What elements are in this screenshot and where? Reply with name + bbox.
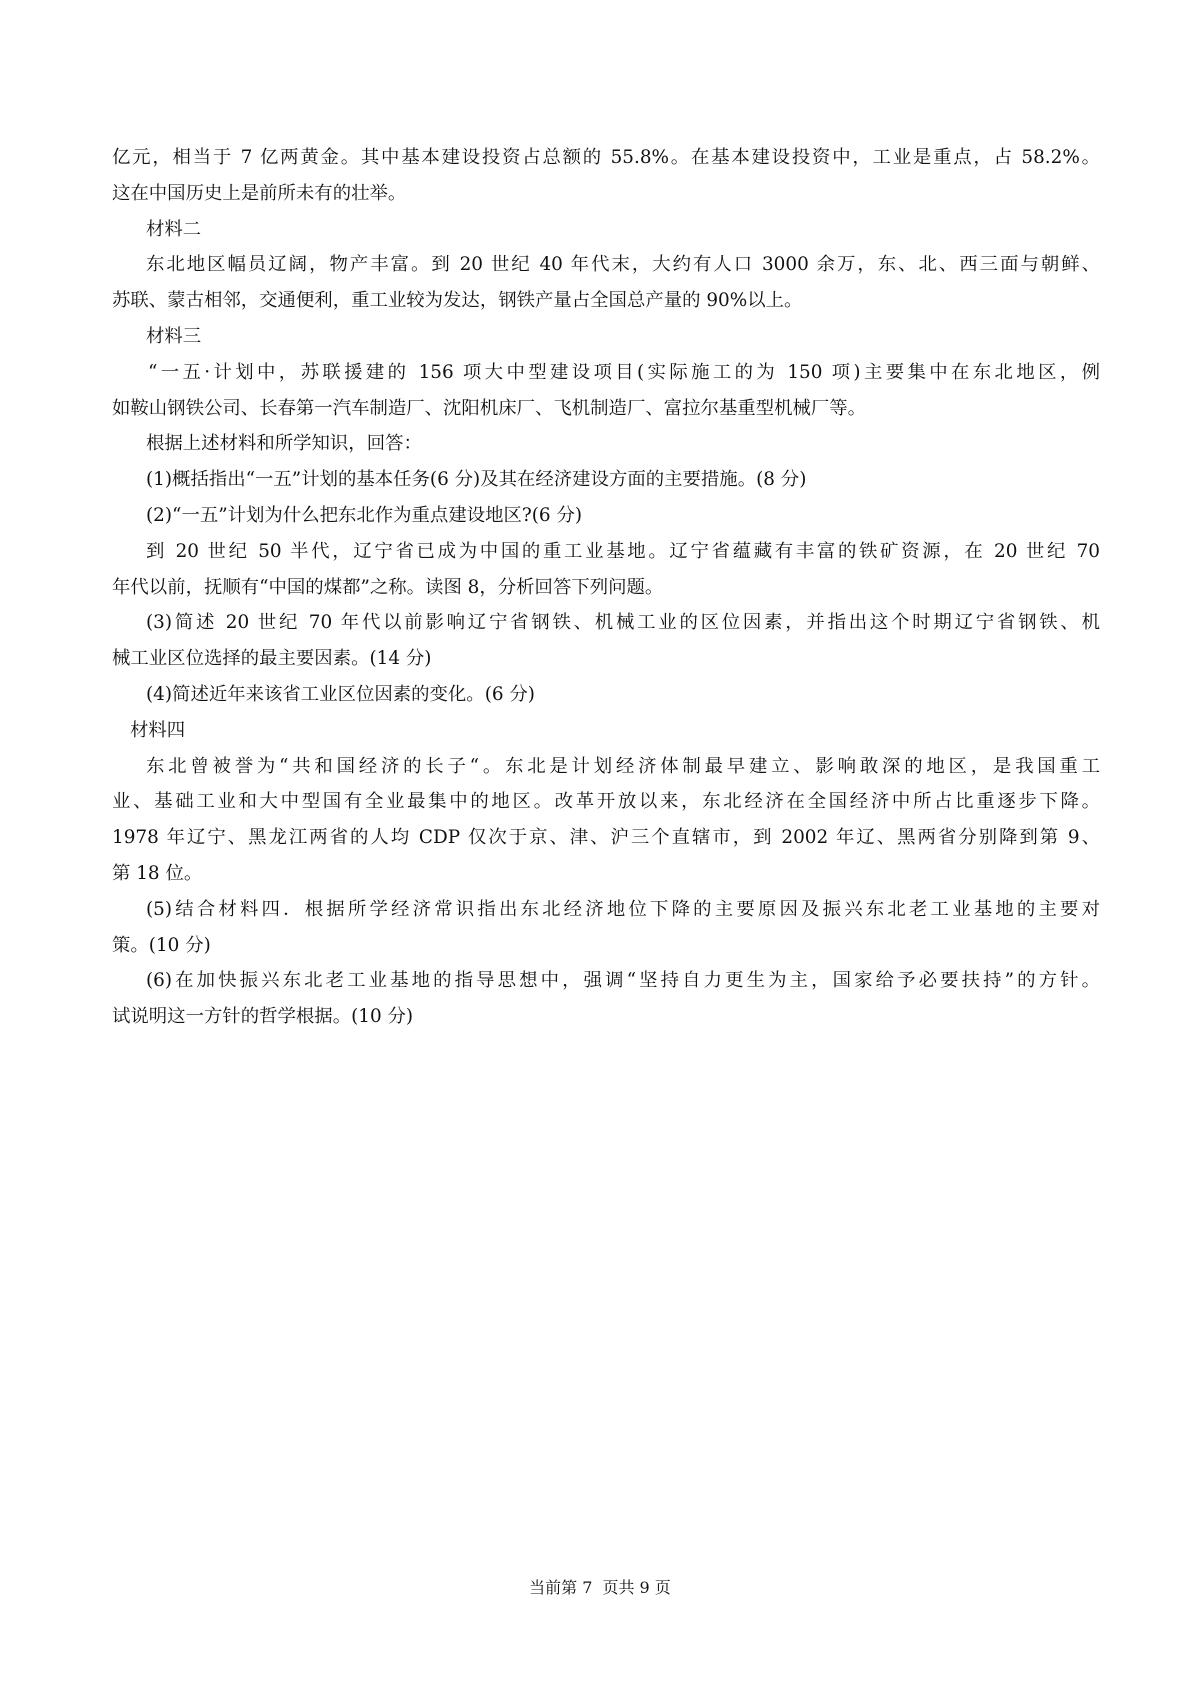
paragraph-line: “一五·计划中，苏联援建的 156 项大中型建设项目(实际施工的为 150 项)主要集中在东北地区，例 bbox=[148, 361, 1100, 383]
current-page-label: 当前第 7 bbox=[529, 1578, 593, 1597]
question-6-continued: 试说明这一方针的哲学根据。(10 分) bbox=[112, 1006, 414, 1028]
paragraph-line: 东北曾被誉为“共和国经济的长子“。东北是计划经济体制最早建立、影响敢深的地区，是我国重工 bbox=[146, 755, 1100, 777]
paragraph-line: 第 18 位。 bbox=[112, 862, 203, 884]
paragraph-line: 苏联、蒙古相邻，交通便利，重工业较为发达，钢铁产量占全国总产量的 90%以上。 bbox=[112, 290, 803, 312]
page-footer bbox=[0, 1576, 1200, 1600]
instruction-line: 根据上述材料和所学知识，回答： bbox=[146, 433, 422, 455]
question-5: (5)结合材料四．根据所学经济常识指出东北经济地位下降的主要原因及振兴东北老工业基地的主要对 bbox=[146, 898, 1100, 920]
question-6: (6)在加快振兴东北老工业基地的指导思想中，强调“坚持自力更生为主，国家给予必要扶持”的方针。 bbox=[146, 970, 1100, 992]
question-3-continued: 械工业区位选择的最主要因素。(14 分) bbox=[112, 648, 432, 670]
section-heading-material-2: 材料二 bbox=[146, 218, 202, 240]
question-1: (1)概括指出“一五”计划的基本任务(6 分)及其在经济建设方面的主要措施。(8 分) bbox=[146, 469, 807, 491]
total-pages-label: 页共 9 页 bbox=[602, 1578, 671, 1597]
section-heading-material-3: 材料三 bbox=[146, 325, 202, 347]
paragraph-line: 到 20 世纪 50 半代，辽宁省已成为中国的重工业基地。辽宁省蕴藏有丰富的铁矿资源，在 20 世纪 70 bbox=[146, 540, 1100, 562]
paragraph-line: 1978 年辽宁、黑龙江两省的人均 CDP 仅次于京、津、沪三个直辖市，到 2002 年辽、黑两省分别降到第 9、 bbox=[112, 827, 1100, 849]
question-4: (4)简述近年来该省工业区位因素的变化。(6 分) bbox=[146, 683, 535, 705]
question-2: (2)“一五”计划为什么把东北作为重点建设地区?(6 分) bbox=[146, 504, 583, 526]
paragraph-line: 如鞍山钢铁公司、长春第一汽车制造厂、沈阳机床厂、飞机制造厂、富拉尔基重型机械厂等。 bbox=[112, 397, 867, 419]
document-body bbox=[112, 140, 1100, 1035]
question-5-continued: 策。(10 分) bbox=[112, 934, 211, 956]
paragraph-line: 业、基础工业和大中型国有全业最集中的地区。改革开放以来，东北经济在全国经济中所占比重逐步下降。 bbox=[112, 791, 1100, 813]
section-heading-material-4: 材料四 bbox=[130, 719, 186, 741]
paragraph-line: 年代以前，抚顺有“中国的煤都”之称。读图 8，分析回答下列问题。 bbox=[112, 576, 664, 598]
question-3: (3)简述 20 世纪 70 年代以前影响辽宁省钢铁、机械工业的区位因素，并指出这个时期辽宁省钢铁、机 bbox=[146, 612, 1100, 634]
paragraph-line: 这在中国历史上是前所未有的壮举。 bbox=[112, 182, 407, 204]
paragraph-line: 东北地区幅员辽阔，物产丰富。到 20 世纪 40 年代末，大约有人口 3000 余万，东、北、西三面与朝鲜、 bbox=[146, 254, 1100, 276]
paragraph-line: 亿元，相当于 7 亿两黄金。其中基本建设投资占总额的 55.8%。在基本建设投资中，工业是重点，占 58.2%。 bbox=[112, 147, 1100, 168]
